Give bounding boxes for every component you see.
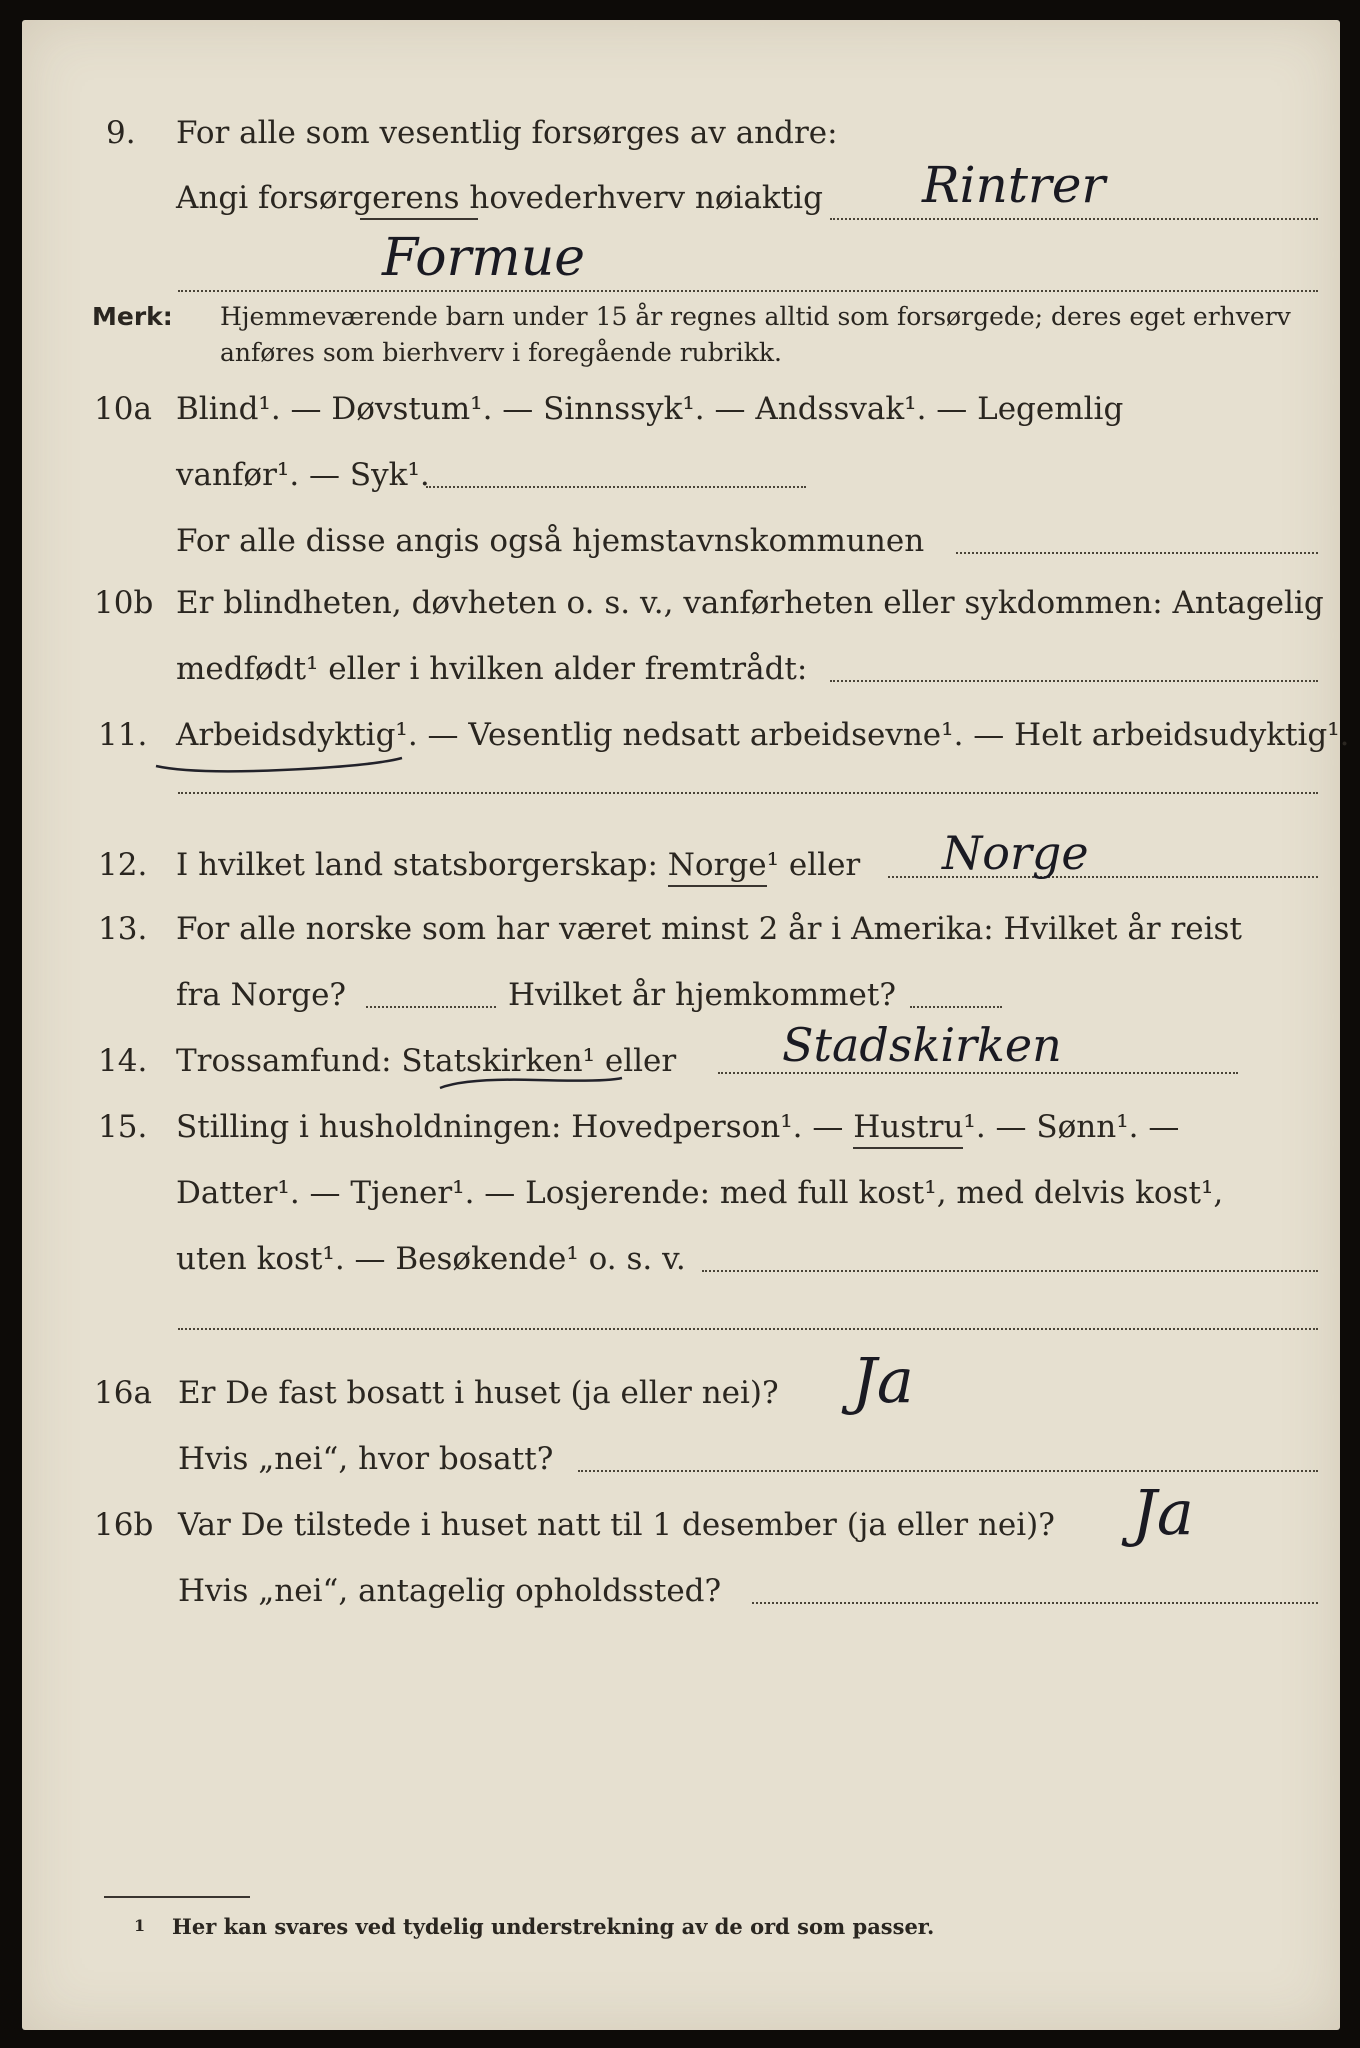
q16b-line1: Var De tilstede i huset natt til 1 desember (ja eller nei)?	[178, 1507, 1055, 1543]
q15-line3: uten kost¹. — Besøkende¹ o. s. v.	[176, 1241, 686, 1277]
q14-answer-line	[718, 1072, 1238, 1074]
q9-line2: Angi forsørgerens hovederhverv nøiaktig	[176, 180, 823, 216]
q16a-line1: Er De fast bosatt i huset (ja eller nei)?	[178, 1375, 779, 1411]
q16a-answer-line	[578, 1470, 1318, 1472]
q13-line2b: Hvilket år hjemkommet?	[508, 977, 896, 1013]
q9-handwritten-answer1: Rintrer	[922, 156, 1106, 214]
q16a-number: 16a	[94, 1375, 152, 1411]
q9-line1: For alle som vesentlig forsørges av andre:	[176, 115, 838, 151]
census-form-page	[22, 20, 1350, 2030]
q9-number: 9.	[106, 115, 136, 151]
q9-answer-line2	[178, 290, 1318, 292]
q16b-number: 16b	[94, 1507, 154, 1543]
q11-answer-line	[178, 792, 1318, 794]
q14-number: 14.	[98, 1043, 148, 1079]
q13-reist-line	[366, 1006, 496, 1008]
q10b-line2: medfødt¹ eller i hvilken alder fremtrådt:	[176, 651, 808, 687]
q16a-line2: Hvis „nei“, hvor bosatt?	[178, 1441, 554, 1477]
q15-line1a: Stilling i husholdningen: Hovedperson¹. —	[176, 1109, 844, 1145]
q11-option-arbeidsdyktig: Arbeidsdyktig	[176, 717, 396, 753]
q12-option-norge: Norge	[668, 847, 767, 887]
q12-number: 12.	[98, 847, 148, 883]
q10a-answer-line	[426, 486, 806, 488]
q13-line1: For alle norske som har været minst 2 år i Amerika: Hvilket år reist	[176, 911, 1242, 947]
q10b-answer-line	[830, 680, 1318, 682]
q12-prompt: I hvilket land statsborgerskap:	[176, 847, 658, 883]
q9-underline	[360, 218, 478, 220]
q11-rest: ¹. — Vesentlig nedsatt arbeidsevne¹. — Helt arbeidsudyktig¹.	[395, 717, 1350, 753]
q15-number: 15.	[98, 1109, 148, 1145]
q15-answer-line2	[178, 1328, 1318, 1330]
q16a-handwritten-answer: Ja	[852, 1344, 914, 1417]
q12-handwritten-answer: Norge	[942, 826, 1089, 880]
q16b-answer-line	[752, 1602, 1318, 1604]
q15-line1b: ¹. — Sønn¹. —	[963, 1109, 1180, 1145]
q13-hjemkommet-line	[910, 1006, 1002, 1008]
merk-line2: anføres som bierhverv i foregående rubrikk.	[220, 338, 782, 367]
q14-option-statskirken: Statskirken	[401, 1043, 583, 1079]
q15-option-hustru: Hustru	[853, 1109, 963, 1149]
q10a-line3: For alle disse angis også hjemstavnskommunen	[176, 523, 925, 559]
q12-post: ¹ eller	[766, 847, 861, 883]
q9-answer-line1	[830, 218, 1318, 220]
merk-label: Merk:	[92, 302, 173, 331]
footnote-text: Her kan svares ved tydelig understrekning av de ord som passer.	[172, 1914, 935, 1939]
q12-line	[176, 847, 861, 883]
q9-handwritten-answer2: Formue	[382, 228, 585, 288]
q13-line2a: fra Norge?	[176, 977, 347, 1013]
footnote-mark: 1	[134, 1916, 146, 1935]
q10a-number: 10a	[94, 391, 152, 427]
q14-handwritten-answer: Stadskirken	[782, 1018, 1062, 1072]
q14-underline-mark	[436, 1070, 626, 1100]
q15-line1	[176, 1109, 1180, 1145]
q10b-number: 10b	[94, 585, 154, 621]
q14-post: ¹ eller	[582, 1043, 677, 1079]
q10b-line1: Er blindheten, døvheten o. s. v., vanførheten eller sykdommen: Antagelig	[176, 585, 1324, 621]
q10a-hometown-line	[956, 552, 1318, 554]
q15-answer-line1	[702, 1270, 1318, 1272]
q10a-line2: vanfør¹. — Syk¹.	[176, 457, 430, 493]
q11-number: 11.	[98, 717, 148, 753]
q10a-line1: Blind¹. — Døvstum¹. — Sinnssyk¹. — Andssvak¹. — Legemlig	[176, 391, 1124, 427]
q13-number: 13.	[98, 911, 148, 947]
footnote-rule	[104, 1896, 250, 1898]
q16b-handwritten-answer: Ja	[1132, 1476, 1194, 1549]
q15-line2: Datter¹. — Tjener¹. — Losjerende: med full kost¹, med delvis kost¹,	[176, 1175, 1224, 1211]
q14-prompt: Trossamfund:	[176, 1043, 392, 1079]
q16b-line2: Hvis „nei“, antagelig opholdssted?	[178, 1573, 722, 1609]
merk-line1: Hjemmeværende barn under 15 år regnes alltid som forsørgede; deres eget erhverv	[220, 302, 1291, 331]
q11-underline-mark	[152, 746, 412, 776]
